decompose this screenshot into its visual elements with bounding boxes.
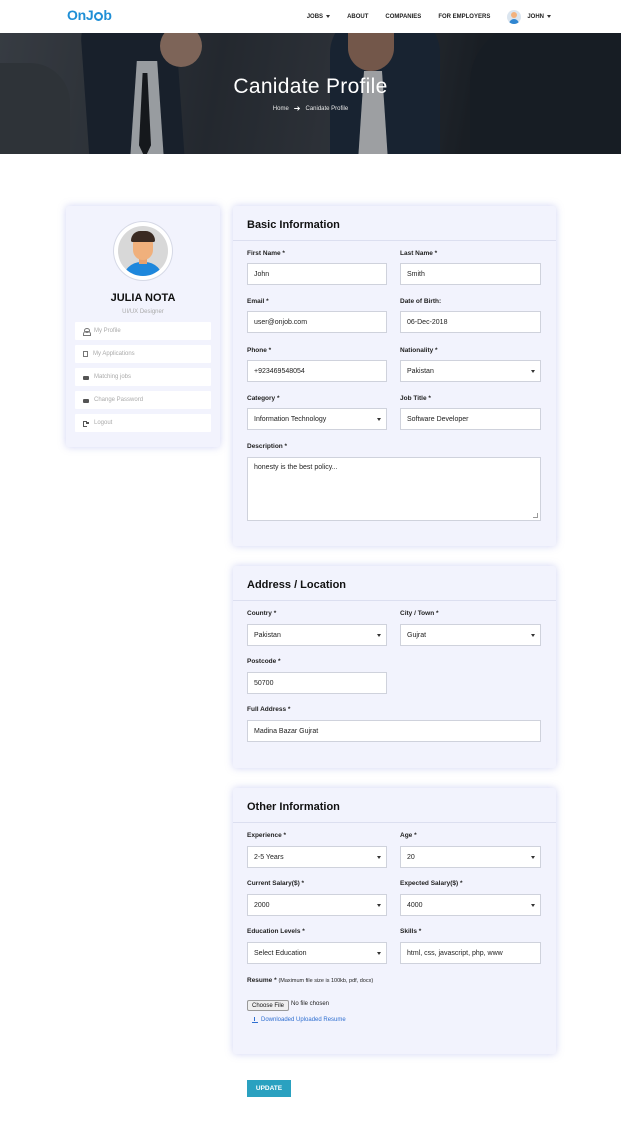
description-label: Description *: [247, 443, 288, 450]
download-icon: [252, 1017, 258, 1023]
nav-about[interactable]: [347, 14, 368, 20]
briefcase-icon: [83, 376, 89, 380]
section-divider: [233, 822, 556, 823]
city-label: City / Town *: [400, 610, 439, 617]
chevron-down-icon: [326, 15, 330, 18]
education-select[interactable]: Select Education: [247, 942, 387, 964]
page-title: Canidate Profile: [233, 75, 388, 98]
nav-for-employers-label: FOR EMPLOYERS: [438, 13, 491, 20]
nav-companies-label: COMPANIES: [385, 13, 422, 20]
resume-note: (Maximum file size is 100kb, pdf, docx): [278, 978, 374, 984]
phone-label: Phone *: [247, 347, 272, 354]
experience-label: Experience *: [247, 832, 287, 839]
user-icon: [83, 328, 89, 334]
dob-label: Date of Birth:: [400, 298, 442, 305]
current-salary-select[interactable]: 2000: [247, 894, 387, 916]
nav-companies[interactable]: [385, 14, 421, 20]
phone-input[interactable]: +923469548054: [247, 360, 387, 382]
full-address-label: Full Address *: [247, 706, 291, 713]
profile-sidebar: [66, 206, 220, 447]
description-textarea[interactable]: [247, 457, 541, 521]
avatar-hair: [131, 231, 155, 242]
nationality-label: Nationality *: [400, 347, 438, 354]
update-button[interactable]: UPDATE: [247, 1080, 291, 1097]
sidebar-item-label: Logout: [94, 420, 113, 426]
breadcrumb: [0, 104, 621, 113]
arrow-right-icon: ➔: [293, 104, 301, 113]
experience-select[interactable]: 2-5 Years: [247, 846, 387, 868]
basic-information-section: [233, 206, 556, 546]
dob-input[interactable]: 06-Dec-2018: [400, 311, 541, 333]
section-divider: [233, 600, 556, 601]
file-status: No file chosen: [291, 1001, 330, 1007]
breadcrumb-home[interactable]: Home: [272, 105, 289, 112]
avatar-bg: [118, 226, 168, 276]
age-select[interactable]: 20: [400, 846, 541, 868]
postcode-label: Postcode *: [247, 658, 281, 665]
top-navbar: [0, 0, 621, 33]
profile-role: UI/UX Designer: [122, 309, 164, 315]
user-menu[interactable]: [507, 10, 551, 24]
last-name-label: Last Name *: [400, 250, 438, 257]
avatar-body: [123, 262, 163, 276]
avatar: [507, 10, 521, 24]
first-name-input[interactable]: John: [247, 263, 387, 285]
resume-label-text: Resume *: [247, 977, 277, 984]
lock-icon: [83, 399, 89, 403]
nationality-select[interactable]: Pakistan: [400, 360, 541, 382]
first-name-label: First Name *: [247, 250, 285, 257]
sidebar-item-label: Change Password: [94, 397, 144, 403]
education-label: Education Levels *: [247, 928, 305, 935]
current-salary-label: Current Salary($) *: [247, 880, 305, 887]
onjob-logo[interactable]: OnJ b: [67, 7, 112, 23]
section-title: Address / Location: [247, 579, 347, 591]
expected-salary-select[interactable]: 4000: [400, 894, 541, 916]
section-divider: [233, 240, 556, 241]
sidebar-item-logout[interactable]: [75, 414, 211, 432]
email-label: Email *: [247, 298, 269, 305]
email-input[interactable]: user@onjob.com: [247, 311, 387, 333]
skills-input[interactable]: html, css, javascript, php, www: [400, 942, 541, 964]
nav-jobs[interactable]: [307, 14, 330, 20]
nav-jobs-label: JOBS: [306, 13, 324, 20]
country-select[interactable]: Pakistan: [247, 624, 387, 646]
country-label: Country *: [247, 610, 277, 617]
category-label: Category *: [247, 395, 280, 402]
postcode-input[interactable]: 50700: [247, 672, 387, 694]
sidebar-item-label: My Profile: [94, 328, 121, 334]
other-information-section: [233, 788, 556, 1054]
resize-handle-icon[interactable]: [533, 513, 538, 518]
address-location-section: [233, 566, 556, 768]
logout-icon: [83, 420, 89, 426]
resume-label: [247, 976, 397, 986]
expected-salary-label: Expected Salary($) *: [400, 880, 463, 887]
profile-menu: [75, 322, 211, 437]
nav-for-employers[interactable]: [438, 14, 490, 20]
skills-label: Skills *: [400, 928, 422, 935]
user-name: JOHN: [527, 13, 544, 20]
sidebar-item-matching-jobs[interactable]: [75, 368, 211, 386]
sidebar-item-label: My Applications: [93, 351, 135, 357]
sidebar-item-my-applications[interactable]: [75, 345, 211, 363]
description-text: honesty is the best policy...: [254, 464, 338, 471]
last-name-input[interactable]: Smith: [400, 263, 541, 285]
profile-name: JULIA NOTA: [110, 292, 176, 304]
category-select[interactable]: Information Technology: [247, 408, 387, 430]
sidebar-item-my-profile[interactable]: [75, 322, 211, 340]
age-label: Age *: [400, 832, 417, 839]
sidebar-item-change-password[interactable]: [75, 391, 211, 409]
chevron-down-icon: [547, 15, 551, 18]
document-icon: [83, 351, 88, 357]
city-select[interactable]: Gujrat: [400, 624, 541, 646]
job-title-label: Job Title *: [400, 395, 431, 402]
full-address-input[interactable]: Madina Bazar Gujrat: [247, 720, 541, 742]
section-title: Other Information: [247, 801, 340, 813]
nav-about-label: ABOUT: [347, 13, 369, 20]
job-title-input[interactable]: Software Developer: [400, 408, 541, 430]
breadcrumb-current: Canidate Profile: [305, 105, 349, 112]
sidebar-item-label: Matching jobs: [94, 374, 132, 380]
download-resume-text: Downloaded Uploaded Resume: [261, 1017, 346, 1023]
section-title: Basic Information: [247, 219, 340, 231]
hero-banner: [0, 33, 621, 154]
main-nav: [307, 0, 551, 33]
profile-avatar: [114, 222, 172, 280]
logo-o-magnifier-icon: [94, 12, 103, 21]
choose-file-button[interactable]: Choose File: [247, 1000, 289, 1011]
download-resume-link[interactable]: [252, 1017, 346, 1023]
